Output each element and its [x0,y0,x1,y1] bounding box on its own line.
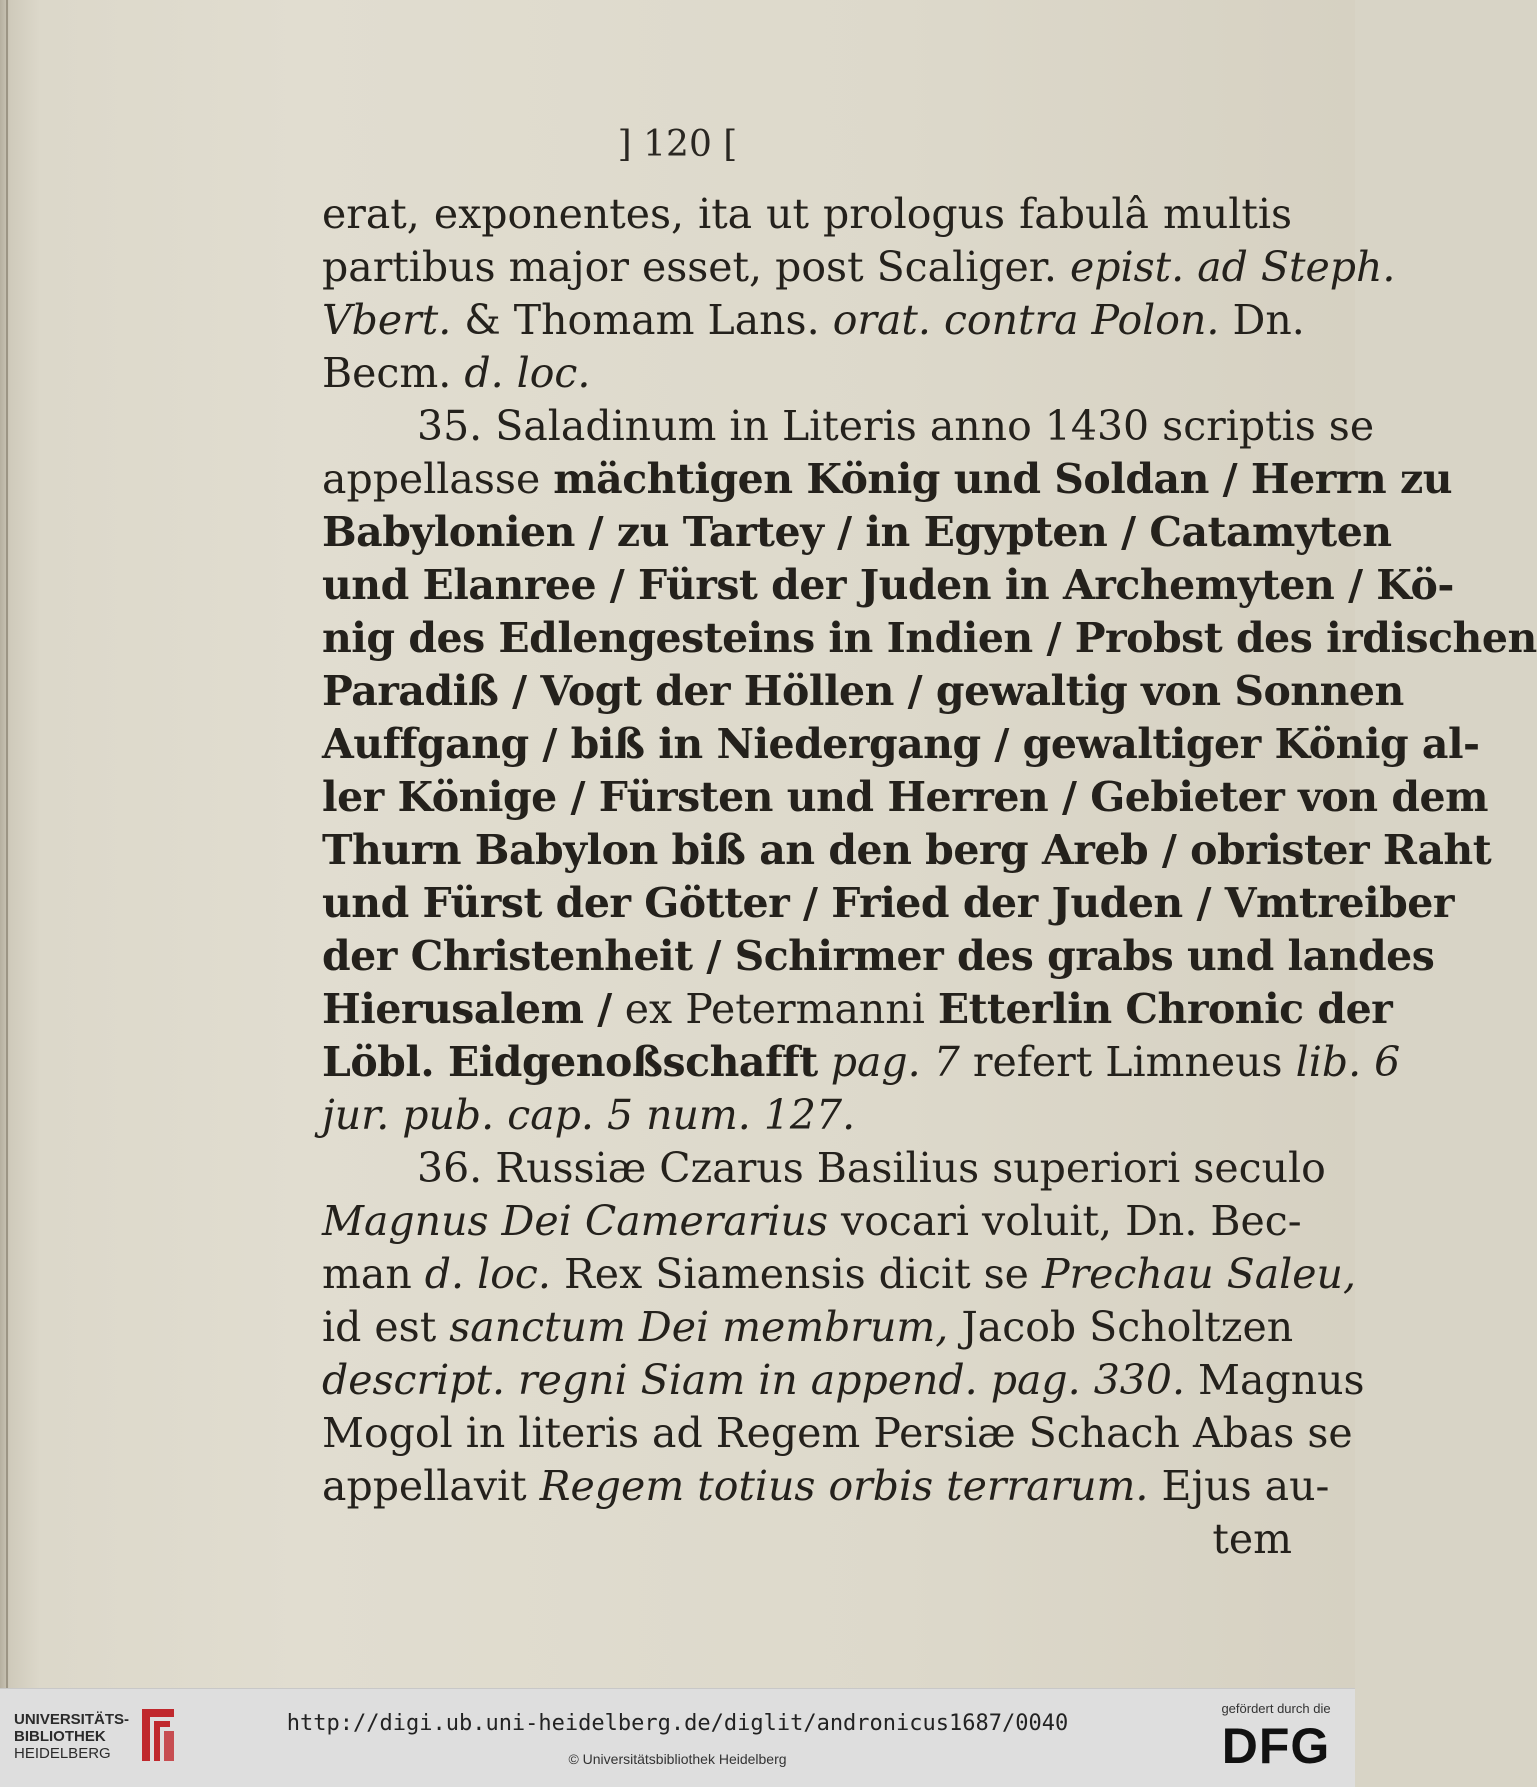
viewer-footer [0,1688,1355,1787]
text-line-6: appellasse mächtigen König und Soldan / Herrn zu [322,455,1453,503]
text-line-5: 35. Saladinum in Literis anno 1430 scriptis se [417,402,1375,450]
text-line-25: appellavit Regem totius orbis terrarum. Ejus au- [322,1462,1330,1510]
dfg-logo[interactable]: DFG [1221,1718,1331,1774]
page-text [322,188,1537,1566]
text-line-12: ler Könige / Fürsten und Herren / Gebieter von dem [322,773,1488,821]
text-line-14: und Fürst der Götter / Fried der Juden / Vmtreiber [322,879,1454,927]
page-number: ] 120 [ [617,124,738,165]
text-line-23: descript. regni Siam in append. pag. 330. Magnus [322,1356,1365,1404]
catchword: tem [1212,1515,1292,1563]
text-line-8: und Elanree / Fürst der Juden in Archemyten / Kö- [322,561,1454,609]
library-name-line2: BIBLIOTHEK [14,1728,106,1745]
text-line-17: Löbl. Eidgenoßschafft pag. 7 refert Limneus lib. 6 [322,1038,1401,1086]
funding-label: gefördert durch die [1221,1701,1331,1716]
text-line-3: Vbert. & Thomam Lans. orat. contra Polon. Dn. [322,296,1305,344]
text-line-21: man d. loc. Rex Siamensis dicit se Prechau Saleu, [322,1250,1356,1298]
text-line-11: Auffgang / biß in Niedergang / gewaltiger König al- [322,720,1480,768]
text-line-24: Mogol in literis ad Regem Persiæ Schach Abas se [322,1409,1353,1457]
page-edge [6,0,8,1688]
text-line-7: Babylonien / zu Tartey / in Egypten / Catamyten [322,508,1392,556]
text-line-15: der Christenheit / Schirmer des grabs und landes [322,932,1435,980]
text-line-2: partibus major esset, post Scaliger. epist. ad Steph. [322,243,1396,291]
text-line-4: Becm. d. loc. [322,349,591,397]
library-name-line3: HEIDELBERG [14,1745,111,1762]
text-line-9: nig des Edlengesteins in Indien / Probst des irdischen [322,614,1537,662]
text-line-10: Paradiß / Vogt der Höllen / gewaltig von Sonnen [322,667,1404,715]
text-line-1: erat, exponentes, ita ut prologus fabulâ multis [322,190,1292,238]
text-line-20: Magnus Dei Camerarius vocari voluit, Dn. Bec- [322,1197,1302,1245]
copyright-notice: © Universitätsbibliothek Heidelberg [568,1751,787,1767]
text-line-22: id est sanctum Dei membrum, Jacob Scholtzen [322,1303,1294,1351]
text-line-19: 36. Russiæ Czarus Basilius superiori seculo [417,1144,1326,1192]
text-line-16: Hierusalem / ex Petermanni Etterlin Chronic der [322,985,1393,1033]
text-line-18: jur. pub. cap. 5 num. 127. [322,1091,856,1139]
library-name-line1: UNIVERSITÄTS- [14,1711,130,1728]
document-url-link[interactable]: http://digi.ub.uni-heidelberg.de/diglit/andronicus1687/0040 [286,1711,1069,1736]
text-line-13: Thurn Babylon biß an den berg Areb / obrister Raht [322,826,1492,874]
